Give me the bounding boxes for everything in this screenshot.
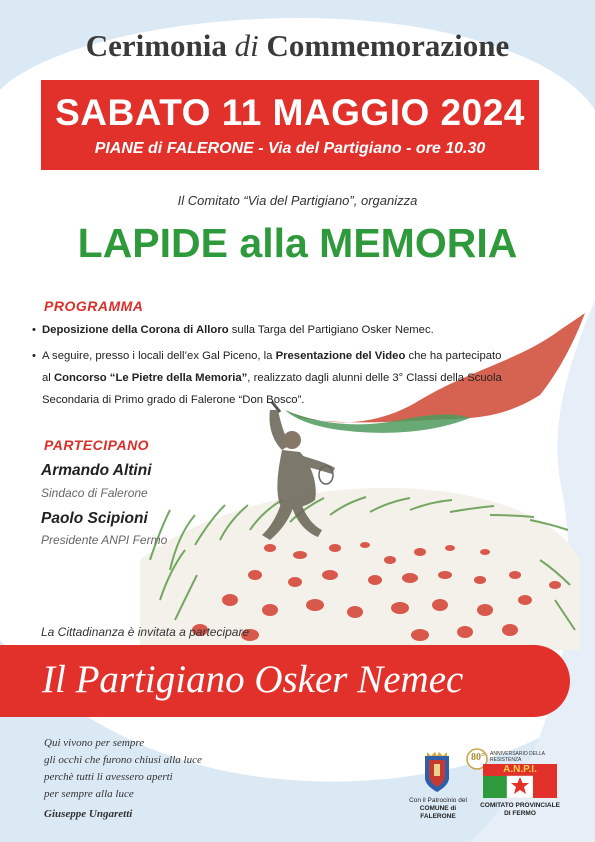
participant-1-role: Sindaco di Falerone xyxy=(41,486,148,500)
anpi-label: A.N.P.I. xyxy=(503,764,537,775)
bullet-icon: • xyxy=(32,350,36,362)
poem-author: Giuseppe Ungaretti xyxy=(44,808,133,820)
anpi-caption xyxy=(480,802,560,818)
participant-2-name: Paolo Scipioni xyxy=(41,510,148,527)
comune-caption-line-1: Con il Patrocinio del xyxy=(409,797,467,804)
title-word-1: Cerimonia xyxy=(85,28,227,63)
organizer-line: Il Comitato “Via del Partigiano”, organizza xyxy=(177,193,418,208)
poem-line-2: gli occhi che furono chiusi alla luce xyxy=(44,754,202,766)
honoree-banner xyxy=(0,645,570,717)
comune-caption xyxy=(403,797,473,821)
event-date: SABATO 11 MAGGIO 2024 xyxy=(55,92,525,133)
bullet-icon: • xyxy=(32,324,36,336)
participants-heading: PARTECIPANO xyxy=(44,437,150,453)
participant-1-name: Armando Altini xyxy=(41,462,152,479)
date-banner xyxy=(41,80,539,170)
invitation-line: La Cittadinanza è invitata a partecipare xyxy=(41,625,250,639)
title-word-2: di xyxy=(234,28,259,63)
honoree-name: Il Partigiano Osker Nemec xyxy=(42,658,464,701)
program-heading: PROGRAMMA xyxy=(44,298,144,314)
poem-line-1: Qui vivono per sempre xyxy=(44,737,145,749)
comune-caption-line-2: COMUNE di FALERONE xyxy=(419,805,457,820)
anpi-caption-line-2: DI FERMO xyxy=(504,810,536,817)
anniversary-text: ANNIVERSARIO DELLA RESISTENZA xyxy=(490,751,545,763)
anpi-caption-line-1: COMITATO PROVINCIALE xyxy=(480,802,560,809)
event-place: PIANE di FALERONE - Via del Partigiano - ore 10.30 xyxy=(94,140,486,157)
headline: LAPIDE alla MEMORIA xyxy=(77,220,518,266)
page-title xyxy=(0,28,595,64)
program-item-2 xyxy=(32,345,502,411)
program-item-1 xyxy=(32,319,512,341)
program-item-2-d: Concorso “Le Pietre della Memoria” xyxy=(53,372,248,384)
program-item-2-c: che ha partecipato al xyxy=(42,350,502,384)
title-word-3: Commemorazione xyxy=(266,28,510,63)
poem-line-3: perchè tutti li avessero aperti xyxy=(44,771,173,783)
program-item-1-rest: sulla Targa del Partigiano Osker Nemec. xyxy=(228,324,434,336)
poem-line-4: per sempre alla luce xyxy=(44,788,134,800)
program-item-2-e: , realizzato dagli alunni delle 3° Classi della Scuola Secondaria di Primo grado di Falerone “Don Bosco”. xyxy=(42,372,502,406)
program-item-1-bold: Deposizione della Corona di Alloro xyxy=(42,324,229,336)
participant-2-role: Presidente ANPI Fermo xyxy=(41,533,168,547)
program-item-2-b: Presentazione del Video xyxy=(275,350,406,362)
program-item-2-a: A seguire, presso i locali dell’ex Gal Piceno, la xyxy=(42,350,276,362)
anniversary-number: 80° xyxy=(471,752,485,763)
